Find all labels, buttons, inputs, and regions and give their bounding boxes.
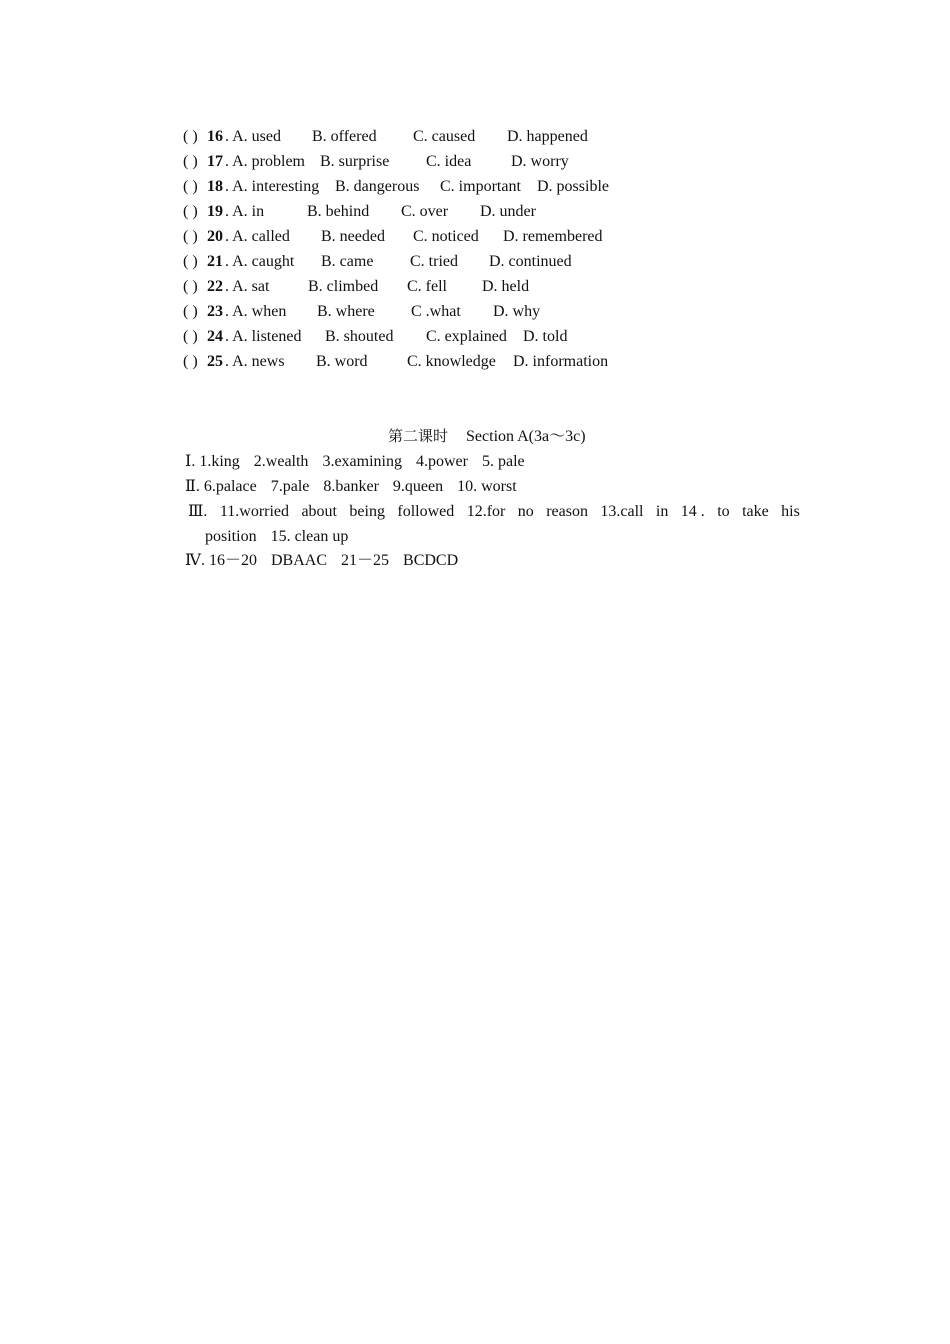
option-a: . A. when	[225, 303, 287, 320]
question-number: 23	[207, 303, 223, 320]
option-a: . A. problem	[225, 153, 305, 170]
option-b: B. behind	[307, 203, 370, 220]
answer-word: 13.call	[600, 503, 644, 520]
question-number: 18	[207, 178, 223, 195]
answer-word: in	[655, 503, 669, 520]
answer-word: no	[517, 503, 534, 520]
answer-key-heading	[388, 424, 586, 449]
answer-blank: ( )	[183, 328, 198, 345]
option-c: C. tried	[410, 253, 458, 270]
option-c: C. idea	[426, 153, 472, 170]
option-d: D. under	[480, 203, 536, 220]
answer-item: 4.power	[415, 453, 468, 470]
option-b: B. surprise	[320, 153, 390, 170]
answer-letters: BCDCD	[403, 552, 459, 569]
answer-part-3-line1	[188, 499, 800, 524]
question-number: 20	[207, 228, 223, 245]
option-d: D. held	[482, 278, 530, 295]
question-number: 25	[207, 353, 223, 370]
option-b: B. where	[317, 303, 375, 320]
question-number: 17	[207, 153, 223, 170]
answer-word: position	[205, 528, 257, 545]
option-c: C. knowledge	[407, 353, 496, 370]
option-a: . A. in	[225, 203, 265, 220]
option-a: . A. listened	[225, 328, 302, 345]
option-b: B. needed	[321, 228, 385, 245]
option-d: D. happened	[507, 128, 588, 145]
option-c: C. fell	[407, 278, 447, 295]
answer-word: 14 .	[680, 503, 705, 520]
option-d: D. told	[523, 328, 568, 345]
option-b: B. word	[316, 353, 368, 370]
answer-word: being	[349, 503, 385, 520]
option-b: B. came	[321, 253, 374, 270]
answer-blank: ( )	[183, 353, 198, 370]
option-a: . A. caught	[225, 253, 295, 270]
answer-blank: ( )	[183, 278, 198, 295]
option-a: . A. interesting	[225, 178, 320, 195]
answer-part-4	[185, 548, 472, 573]
option-c: C .what	[411, 303, 461, 320]
option-c: C. noticed	[413, 228, 479, 245]
answer-blank: ( )	[183, 303, 198, 320]
answer-word: followed	[397, 503, 455, 520]
option-b: B. climbed	[308, 278, 379, 295]
answer-part-2	[185, 474, 531, 499]
option-c: C. explained	[426, 328, 507, 345]
question-number: 24	[207, 328, 223, 345]
option-d: D. information	[513, 353, 609, 370]
option-a: . A. used	[225, 128, 281, 145]
option-a: . A. news	[225, 353, 285, 370]
option-a: . A. sat	[225, 278, 270, 295]
question-number: 19	[207, 203, 223, 220]
answer-blank: ( )	[183, 178, 198, 195]
answer-item: 5. pale	[481, 453, 525, 470]
option-d: D. possible	[537, 178, 609, 195]
question-number: 21	[207, 253, 223, 270]
answer-word: his	[781, 503, 800, 520]
answer-part-3	[188, 499, 800, 549]
option-c: C. important	[440, 178, 521, 195]
answer-blank: ( )	[183, 128, 198, 145]
answer-word: 12.for	[466, 503, 506, 520]
answer-letters: DBAAC	[271, 552, 328, 569]
part-label: Ⅳ.	[185, 552, 205, 569]
answer-blank: ( )	[183, 153, 198, 170]
answer-word: to	[717, 503, 730, 520]
answer-blank: ( )	[183, 203, 198, 220]
answer-item: 9.queen	[392, 478, 444, 495]
answer-range: 16－20	[208, 552, 257, 569]
option-d: D. continued	[489, 253, 572, 270]
answer-word: take	[742, 503, 769, 520]
answer-item: 1.king	[199, 453, 240, 470]
option-d: D. worry	[511, 153, 569, 170]
option-c: C. over	[401, 203, 449, 220]
answer-blank: ( )	[183, 228, 198, 245]
answer-item: 3.examining	[322, 453, 402, 470]
answer-item: 8.banker	[323, 478, 379, 495]
answer-part-1	[185, 449, 539, 474]
part-label: Ⅱ.	[185, 478, 200, 495]
option-d: D. remembered	[503, 228, 603, 245]
option-b: B. dangerous	[335, 178, 420, 195]
heading-cn: 第二课时	[388, 427, 449, 445]
part-label: Ⅰ.	[185, 453, 196, 470]
answer-item: 6.palace	[203, 478, 257, 495]
option-a: . A. called	[225, 228, 290, 245]
option-b: B. offered	[312, 128, 377, 145]
question-number: 22	[207, 278, 223, 295]
answer-item: 10. worst	[457, 478, 517, 495]
part-label: Ⅲ.	[188, 503, 208, 520]
heading-en: Section A(3a～3c)	[466, 428, 586, 445]
answer-blank: ( )	[183, 253, 198, 270]
option-d: D. why	[493, 303, 541, 320]
answer-part-3-line2	[188, 524, 800, 549]
answer-word: reason	[546, 503, 588, 520]
answer-word: about	[301, 503, 337, 520]
answer-item: 7.pale	[270, 478, 310, 495]
answer-word: 11.worried	[219, 503, 290, 520]
option-c: C. caused	[413, 128, 476, 145]
answer-range: 21－25	[341, 552, 390, 569]
question-number: 16	[207, 128, 223, 145]
answer-item: 15. clean up	[270, 528, 349, 545]
option-b: B. shouted	[325, 328, 394, 345]
answer-item: 2.wealth	[253, 453, 309, 470]
